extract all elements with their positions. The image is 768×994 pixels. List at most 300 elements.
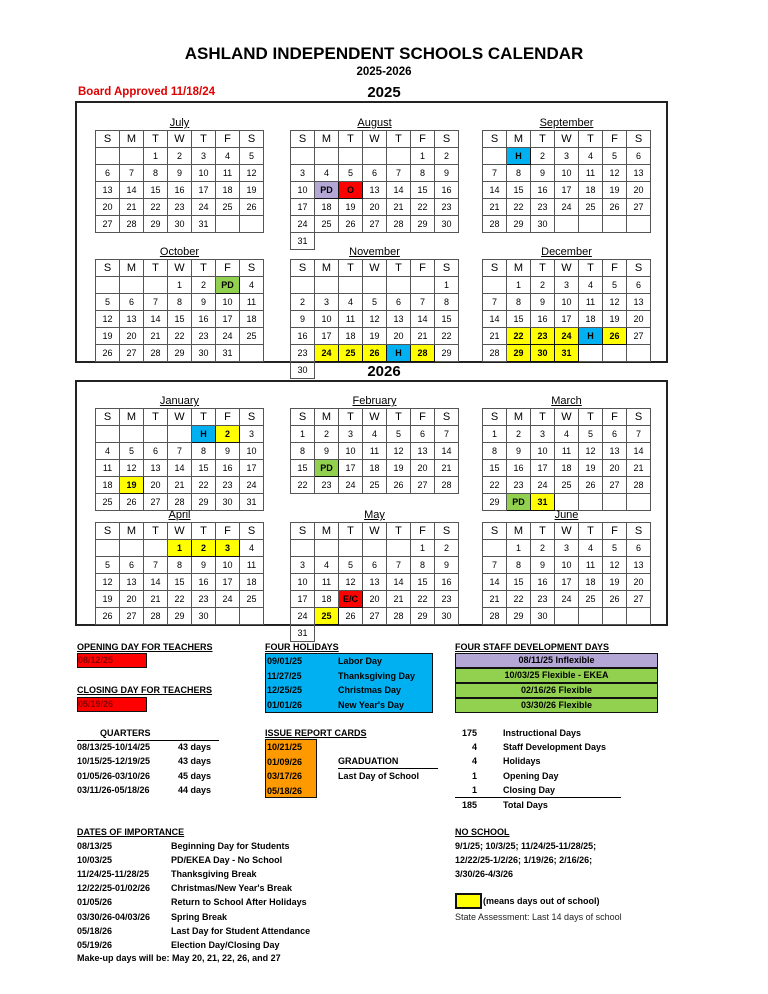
quarter-days: 45 days	[178, 771, 212, 781]
day-cell: 14	[483, 182, 507, 199]
weekday-header: F	[216, 409, 240, 426]
day-cell: 18	[579, 182, 603, 199]
month-calendar-april	[95, 509, 264, 625]
empty-day-cell	[144, 540, 168, 557]
total-label: Staff Development Days	[503, 742, 607, 752]
empty-day-cell	[483, 148, 507, 165]
weekday-header: W	[168, 131, 192, 148]
day-cell: 14	[387, 182, 411, 199]
empty-day-cell	[387, 625, 411, 642]
day-cell: 7	[483, 294, 507, 311]
day-cell: 30	[531, 345, 555, 362]
day-cell: 11	[579, 165, 603, 182]
day-cell: 7	[387, 557, 411, 574]
weekday-header: T	[339, 260, 363, 277]
day-cell: 5	[603, 540, 627, 557]
weekday-header: M	[507, 260, 531, 277]
day-cell: 11	[240, 294, 264, 311]
year-2026-heading: 2026	[367, 363, 401, 380]
holiday-date: 01/01/26	[267, 699, 303, 710]
day-cell: 26	[96, 608, 120, 625]
day-cell: 16	[531, 311, 555, 328]
day-cell: 7	[168, 443, 192, 460]
day-cell: 31	[216, 345, 240, 362]
weekday-header: T	[579, 131, 603, 148]
day-cell: 20	[627, 182, 651, 199]
day-cell: 3	[216, 540, 240, 557]
weekday-header: S	[96, 131, 120, 148]
day-cell: 11	[555, 443, 579, 460]
empty-day-cell	[96, 426, 120, 443]
day-cell: 25	[240, 328, 264, 345]
weekday-header: W	[168, 523, 192, 540]
day-cell: 28	[168, 494, 192, 511]
day-cell: 29	[192, 494, 216, 511]
day-cell: 17	[291, 591, 315, 608]
day-cell: 5	[387, 426, 411, 443]
staff-dev-day: 10/03/25 Flexible - EKEA	[455, 668, 658, 683]
day-cell: 19	[603, 574, 627, 591]
report-cards-label: ISSUE REPORT CARDS	[265, 728, 367, 738]
day-cell: 22	[507, 328, 531, 345]
day-cell: 28	[387, 216, 411, 233]
day-cell: 19	[96, 328, 120, 345]
day-cell: 14	[627, 443, 651, 460]
day-cell: 1	[507, 277, 531, 294]
day-cell: 30	[435, 608, 459, 625]
day-cell: 5	[339, 165, 363, 182]
day-cell: 18	[579, 311, 603, 328]
total-count: 1	[471, 785, 477, 795]
day-cell: 17	[216, 311, 240, 328]
day-cell: 7	[387, 165, 411, 182]
day-cell: 28	[483, 608, 507, 625]
weekday-header: M	[315, 260, 339, 277]
day-cell: 21	[387, 199, 411, 216]
weekday-header: S	[627, 131, 651, 148]
day-cell: 13	[120, 311, 144, 328]
day-cell: 6	[387, 294, 411, 311]
weekday-header: S	[291, 523, 315, 540]
important-date: 11/24/25-11/28/25	[77, 869, 150, 880]
weekday-header: T	[192, 523, 216, 540]
day-cell: 13	[411, 443, 435, 460]
day-cell: 26	[603, 591, 627, 608]
day-cell: 11	[579, 294, 603, 311]
weekday-header: S	[240, 409, 264, 426]
day-cell: 23	[531, 328, 555, 345]
day-cell: 13	[120, 574, 144, 591]
weekday-header: W	[555, 131, 579, 148]
state-assessment-note: State Assessment: Last 14 days of school	[455, 912, 622, 922]
day-cell: 2	[435, 540, 459, 557]
weekday-header: S	[627, 409, 651, 426]
day-cell: 17	[291, 199, 315, 216]
day-cell: 27	[363, 216, 387, 233]
weekday-header: W	[363, 260, 387, 277]
day-cell: 29	[168, 608, 192, 625]
quarter-range: 01/05/26-03/10/26	[77, 771, 151, 781]
day-cell: 16	[168, 182, 192, 199]
empty-day-cell	[387, 277, 411, 294]
weekday-header: S	[483, 131, 507, 148]
no-school-label: NO SCHOOL	[455, 827, 510, 837]
day-cell: 28	[483, 216, 507, 233]
month-name: May	[364, 509, 385, 521]
day-cell: 14	[144, 574, 168, 591]
day-cell: 27	[627, 591, 651, 608]
day-cell: 6	[144, 443, 168, 460]
day-cell: 17	[555, 311, 579, 328]
day-cell: 22	[411, 591, 435, 608]
day-cell: 21	[483, 328, 507, 345]
empty-day-cell	[96, 148, 120, 165]
day-cell: 11	[579, 557, 603, 574]
day-cell: 6	[96, 165, 120, 182]
month-name: March	[551, 395, 582, 407]
month-calendar-september	[482, 117, 651, 233]
day-cell: 14	[483, 311, 507, 328]
report-card-date: 10/21/25	[267, 742, 303, 752]
day-cell: 6	[411, 426, 435, 443]
day-cell: 10	[216, 294, 240, 311]
day-cell: 23	[168, 199, 192, 216]
day-cell: 7	[120, 165, 144, 182]
weekday-header: T	[387, 409, 411, 426]
day-cell: 8	[483, 443, 507, 460]
day-cell: 23	[435, 199, 459, 216]
day-cell: 27	[411, 477, 435, 494]
day-cell: 10	[315, 311, 339, 328]
day-cell: 2	[531, 540, 555, 557]
day-cell: 10	[555, 557, 579, 574]
weekday-header: S	[96, 409, 120, 426]
weekday-header: S	[483, 523, 507, 540]
day-cell: 26	[120, 494, 144, 511]
weekday-header: W	[168, 409, 192, 426]
day-cell: O	[339, 182, 363, 199]
month-name: June	[554, 509, 579, 521]
day-cell: 14	[435, 443, 459, 460]
weekday-header: M	[120, 523, 144, 540]
weekday-header: T	[339, 523, 363, 540]
day-cell: 9	[531, 165, 555, 182]
day-cell: 8	[168, 294, 192, 311]
empty-day-cell	[627, 216, 651, 233]
day-cell: 15	[192, 460, 216, 477]
day-cell: 27	[96, 216, 120, 233]
day-cell: 25	[216, 199, 240, 216]
weekday-header: M	[120, 131, 144, 148]
day-cell: 10	[531, 443, 555, 460]
day-cell: 13	[387, 311, 411, 328]
holiday-date: 11/27/25	[267, 670, 302, 681]
day-cell: 16	[192, 574, 216, 591]
empty-day-cell	[555, 216, 579, 233]
day-cell: H	[387, 345, 411, 362]
day-cell: 18	[315, 199, 339, 216]
day-cell: 13	[96, 182, 120, 199]
day-cell: 7	[411, 294, 435, 311]
day-cell: 9	[507, 443, 531, 460]
day-cell: 12	[603, 557, 627, 574]
empty-day-cell	[627, 608, 651, 625]
day-cell: 19	[603, 182, 627, 199]
day-cell: 24	[291, 608, 315, 625]
day-cell: 29	[411, 608, 435, 625]
no-school-line: 9/1/25; 10/3/25; 11/24/25-11/28/25;	[455, 841, 597, 851]
weekday-header: T	[144, 260, 168, 277]
day-cell: 6	[603, 426, 627, 443]
day-cell: 24	[240, 477, 264, 494]
important-date-description: Beginning Day for Students	[171, 841, 290, 851]
day-cell: 26	[603, 328, 627, 345]
empty-day-cell	[315, 362, 339, 379]
day-cell: 9	[291, 311, 315, 328]
day-cell: 4	[216, 148, 240, 165]
day-cell: 20	[603, 460, 627, 477]
opening-day-label: OPENING DAY FOR TEACHERS	[77, 642, 213, 652]
total-count: 4	[471, 756, 477, 766]
empty-day-cell	[387, 362, 411, 379]
month-name: April	[168, 509, 191, 521]
day-cell: 25	[339, 345, 363, 362]
day-cell: 18	[579, 574, 603, 591]
day-cell: 24	[216, 591, 240, 608]
quarter-range: 08/13/25-10/14/25	[77, 742, 151, 752]
day-cell: 6	[363, 165, 387, 182]
day-cell: 18	[363, 460, 387, 477]
holidays-list	[265, 653, 433, 713]
month-name: September	[539, 117, 594, 129]
closing-day-label: CLOSING DAY FOR TEACHERS	[77, 685, 213, 695]
day-cell: 28	[483, 345, 507, 362]
empty-day-cell	[144, 277, 168, 294]
day-cell: 7	[144, 557, 168, 574]
day-cell: 27	[120, 345, 144, 362]
empty-day-cell	[363, 148, 387, 165]
report-card-date: 03/17/26	[267, 771, 303, 781]
weekday-header: S	[435, 409, 459, 426]
empty-day-cell	[555, 494, 579, 511]
quarter-range: 03/11/26-05/18/26	[77, 785, 150, 795]
weekday-header: S	[435, 131, 459, 148]
day-cell: 26	[240, 199, 264, 216]
day-cell: 19	[96, 591, 120, 608]
important-date: 05/18/26	[77, 925, 113, 936]
weekday-header: T	[387, 260, 411, 277]
day-cell: 27	[603, 477, 627, 494]
holiday-name: Labor Day	[338, 656, 383, 666]
legend-swatch	[455, 893, 482, 909]
day-cell: 20	[411, 460, 435, 477]
weekday-header: F	[411, 409, 435, 426]
day-cell: 15	[507, 574, 531, 591]
day-cell: 8	[435, 294, 459, 311]
day-cell: 9	[192, 557, 216, 574]
day-cell: 13	[627, 165, 651, 182]
day-cell: 15	[168, 311, 192, 328]
day-cell: 10	[291, 182, 315, 199]
day-cell: 23	[531, 591, 555, 608]
day-cell: 28	[387, 608, 411, 625]
empty-day-cell	[315, 625, 339, 642]
staff-dev-day: 08/11/25 Inflexible	[455, 653, 658, 668]
empty-day-cell	[411, 625, 435, 642]
day-cell: 22	[168, 591, 192, 608]
important-date-description: Return to School After Holidays	[171, 897, 307, 908]
day-cell: 4	[363, 426, 387, 443]
day-cell: 24	[339, 477, 363, 494]
weekday-header: W	[555, 409, 579, 426]
important-date: 08/13/25	[77, 841, 113, 851]
day-cell: 12	[603, 165, 627, 182]
legend-text: (means days out of school)	[483, 896, 600, 906]
day-cell: 3	[192, 148, 216, 165]
day-cell: 13	[627, 557, 651, 574]
day-cell: 30	[291, 362, 315, 379]
day-cell: 3	[240, 426, 264, 443]
day-cell: 12	[339, 574, 363, 591]
weekday-header: M	[315, 131, 339, 148]
month-calendar-june	[482, 509, 651, 625]
weekday-header: F	[216, 523, 240, 540]
day-cell: 7	[483, 165, 507, 182]
empty-day-cell	[120, 540, 144, 557]
empty-day-cell	[627, 494, 651, 511]
weekday-header: S	[291, 260, 315, 277]
weekday-header: T	[531, 260, 555, 277]
day-cell: 29	[168, 345, 192, 362]
weekday-header: T	[531, 409, 555, 426]
day-cell: 2	[531, 148, 555, 165]
total-count: 4	[471, 742, 477, 752]
month-calendar-november	[290, 246, 459, 379]
day-cell: 27	[144, 494, 168, 511]
weekday-header: W	[555, 523, 579, 540]
quarter-days: 44 days	[178, 785, 212, 795]
day-cell: 4	[240, 540, 264, 557]
total-days-label: Total Days	[503, 800, 548, 810]
month-calendar-february	[290, 395, 459, 494]
empty-day-cell	[387, 148, 411, 165]
day-cell: 16	[507, 460, 531, 477]
day-cell: 12	[96, 574, 120, 591]
empty-day-cell	[291, 148, 315, 165]
empty-day-cell	[96, 540, 120, 557]
weekday-header: W	[555, 260, 579, 277]
day-cell: 16	[192, 311, 216, 328]
day-cell: 9	[531, 557, 555, 574]
day-cell: 17	[192, 182, 216, 199]
day-cell: 21	[144, 328, 168, 345]
month-name: January	[159, 395, 200, 407]
day-cell: 22	[144, 199, 168, 216]
day-cell: PD	[216, 277, 240, 294]
weekday-header: S	[240, 131, 264, 148]
day-cell: 18	[339, 328, 363, 345]
day-cell: 12	[363, 311, 387, 328]
day-cell: 23	[507, 477, 531, 494]
day-cell: 11	[96, 460, 120, 477]
day-cell: 9	[315, 443, 339, 460]
weekday-header: F	[216, 131, 240, 148]
dates-of-importance-label: DATES OF IMPORTANCE	[77, 827, 185, 837]
day-cell: PD	[315, 460, 339, 477]
day-cell: 21	[387, 591, 411, 608]
day-cell: 25	[363, 477, 387, 494]
month-name: December	[541, 246, 592, 258]
day-cell: 28	[144, 345, 168, 362]
empty-day-cell	[363, 362, 387, 379]
day-cell: 16	[216, 460, 240, 477]
day-cell: 25	[555, 477, 579, 494]
day-cell: 22	[507, 591, 531, 608]
day-cell: 15	[411, 182, 435, 199]
empty-day-cell	[555, 608, 579, 625]
day-cell: 12	[240, 165, 264, 182]
day-cell: 14	[411, 311, 435, 328]
day-cell: 13	[363, 574, 387, 591]
day-cell: 8	[507, 165, 531, 182]
day-cell: 19	[363, 328, 387, 345]
day-cell: 4	[579, 277, 603, 294]
day-cell: 28	[627, 477, 651, 494]
day-cell: 7	[435, 426, 459, 443]
day-cell: 26	[339, 608, 363, 625]
weekday-header: T	[192, 409, 216, 426]
day-cell: 23	[216, 477, 240, 494]
day-cell: 25	[579, 199, 603, 216]
day-cell: 5	[240, 148, 264, 165]
day-cell: 1	[168, 277, 192, 294]
day-cell: 24	[291, 216, 315, 233]
day-cell: 19	[240, 182, 264, 199]
day-cell: H	[507, 148, 531, 165]
day-cell: 12	[96, 311, 120, 328]
weekday-header: W	[363, 523, 387, 540]
important-date: 03/30/26-04/03/26	[77, 911, 151, 922]
day-cell: 24	[555, 328, 579, 345]
weekday-header: T	[339, 131, 363, 148]
day-cell: 1	[507, 540, 531, 557]
day-cell: 2	[192, 540, 216, 557]
day-cell: 18	[315, 591, 339, 608]
important-date: 12/22/25-01/02/26	[77, 883, 151, 894]
empty-day-cell	[603, 216, 627, 233]
day-cell: 4	[579, 148, 603, 165]
day-cell: 29	[483, 494, 507, 511]
month-name: February	[352, 395, 397, 407]
day-cell: 17	[555, 574, 579, 591]
empty-day-cell	[240, 216, 264, 233]
month-calendar-december	[482, 246, 651, 362]
month-name: July	[169, 117, 190, 129]
day-cell: 4	[579, 540, 603, 557]
day-cell: 2	[531, 277, 555, 294]
staff-dev-day: 02/16/26 Flexible	[455, 683, 658, 698]
weekday-header: S	[240, 260, 264, 277]
empty-day-cell	[603, 608, 627, 625]
empty-day-cell	[168, 426, 192, 443]
day-cell: 4	[315, 557, 339, 574]
day-cell: 19	[579, 460, 603, 477]
weekday-header: M	[120, 409, 144, 426]
day-cell: 23	[315, 477, 339, 494]
empty-day-cell	[291, 277, 315, 294]
day-cell: 3	[555, 277, 579, 294]
day-cell: 5	[120, 443, 144, 460]
